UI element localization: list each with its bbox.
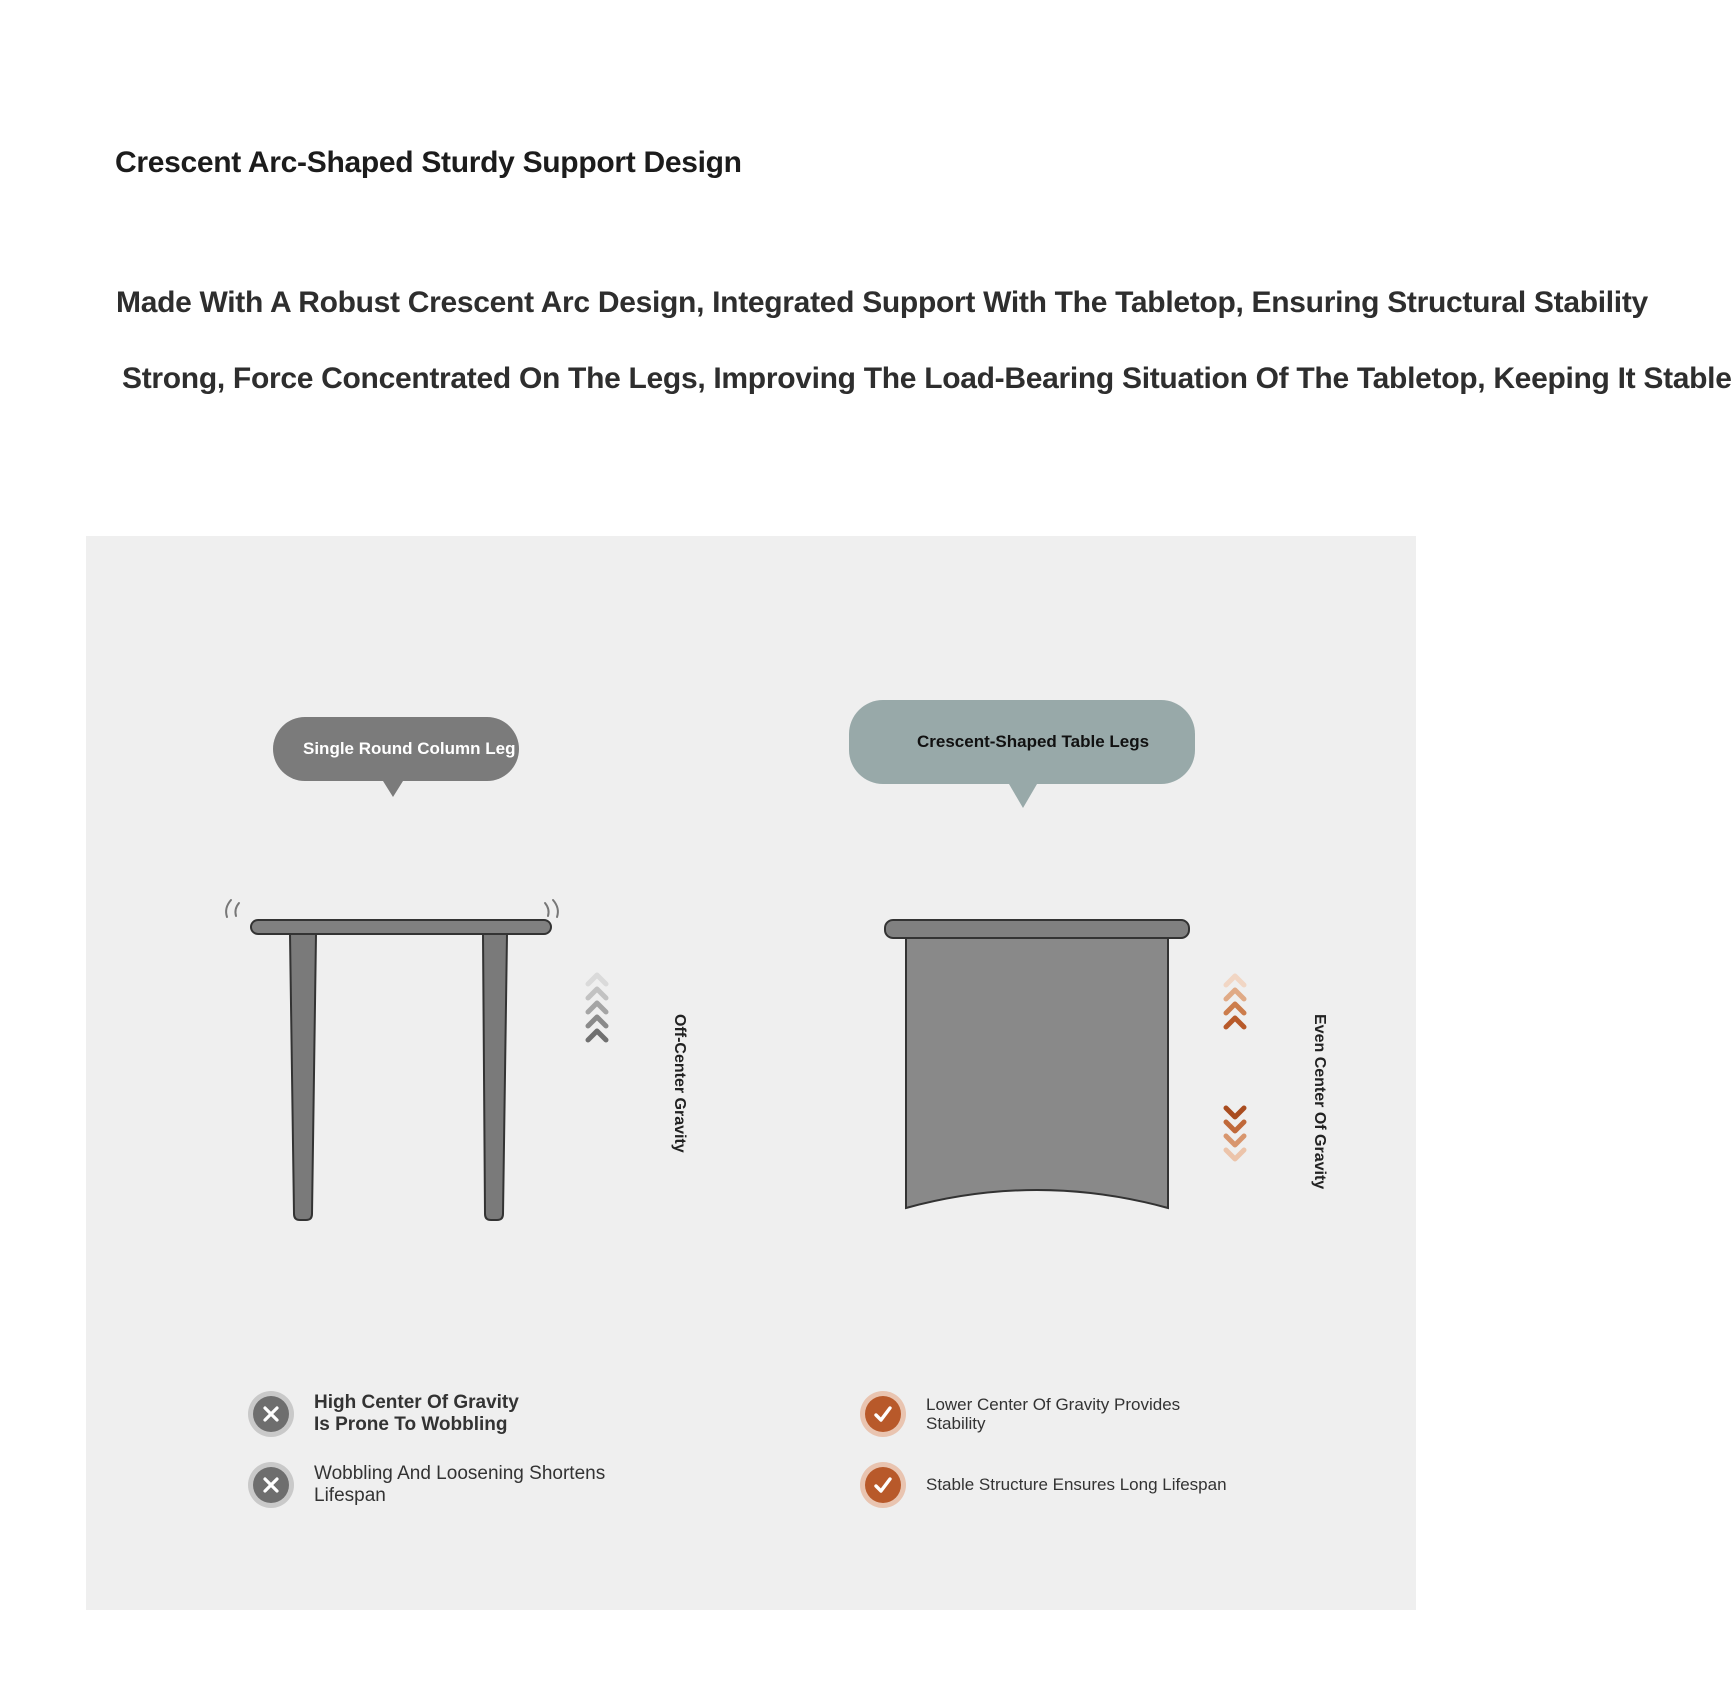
x-icon xyxy=(248,1391,294,1437)
comparison-panel xyxy=(86,536,1416,1610)
right-feature-1 xyxy=(860,1391,1216,1437)
round-column-table-drawing xyxy=(226,900,558,1220)
wobble-marks xyxy=(226,900,558,917)
round-leg-right xyxy=(483,934,507,1220)
crescent-table-drawing xyxy=(885,920,1189,1208)
right-feature-text-2: Stable Structure Ensures Long Lifespan xyxy=(926,1475,1227,1494)
check-icon xyxy=(860,1391,906,1437)
right-feature-text-1: Lower Center Of Gravity Provides Stability xyxy=(926,1395,1181,1433)
round-leg-left xyxy=(290,934,316,1220)
check-icon xyxy=(860,1462,906,1508)
single-round-column-leg-label: Single Round Column Leg xyxy=(273,717,519,781)
left-feature-text-2: Wobbling And Loosening Shortens Lifespan xyxy=(314,1463,606,1506)
down-arrows-orange xyxy=(1226,1108,1244,1159)
description-line-1: Made With A Robust Crescent Arc Design, Integrated Support With The Tabletop, Ensuring Structural Stability xyxy=(116,286,1648,319)
description-line-2: Strong, Force Concentrated On The Legs, Improving The Load-Bearing Situation Of The Tabletop, Keeping It Stable xyxy=(122,362,1732,395)
comparison-illustration xyxy=(86,536,1416,1610)
left-feature-2 xyxy=(248,1462,644,1508)
tabletop-right xyxy=(885,920,1189,938)
crescent-leg-panel xyxy=(906,938,1168,1208)
left-feature-text-1: High Center Of Gravity Is Prone To Wobbling xyxy=(314,1392,519,1435)
crescent-table-legs-label: Crescent-Shaped Table Legs xyxy=(849,700,1195,784)
even-center-gravity-label: Even Center Of Gravity xyxy=(1311,1014,1328,1190)
x-icon xyxy=(248,1462,294,1508)
page-title: Crescent Arc-Shaped Sturdy Support Design xyxy=(115,146,742,179)
right-feature-2 xyxy=(860,1462,1227,1508)
up-arrows-gray xyxy=(588,975,606,1040)
up-arrows-orange xyxy=(1226,976,1244,1027)
left-feature-1 xyxy=(248,1391,534,1437)
off-center-gravity-label: Off-Center Gravity xyxy=(671,1014,688,1153)
tabletop-left xyxy=(251,920,551,934)
